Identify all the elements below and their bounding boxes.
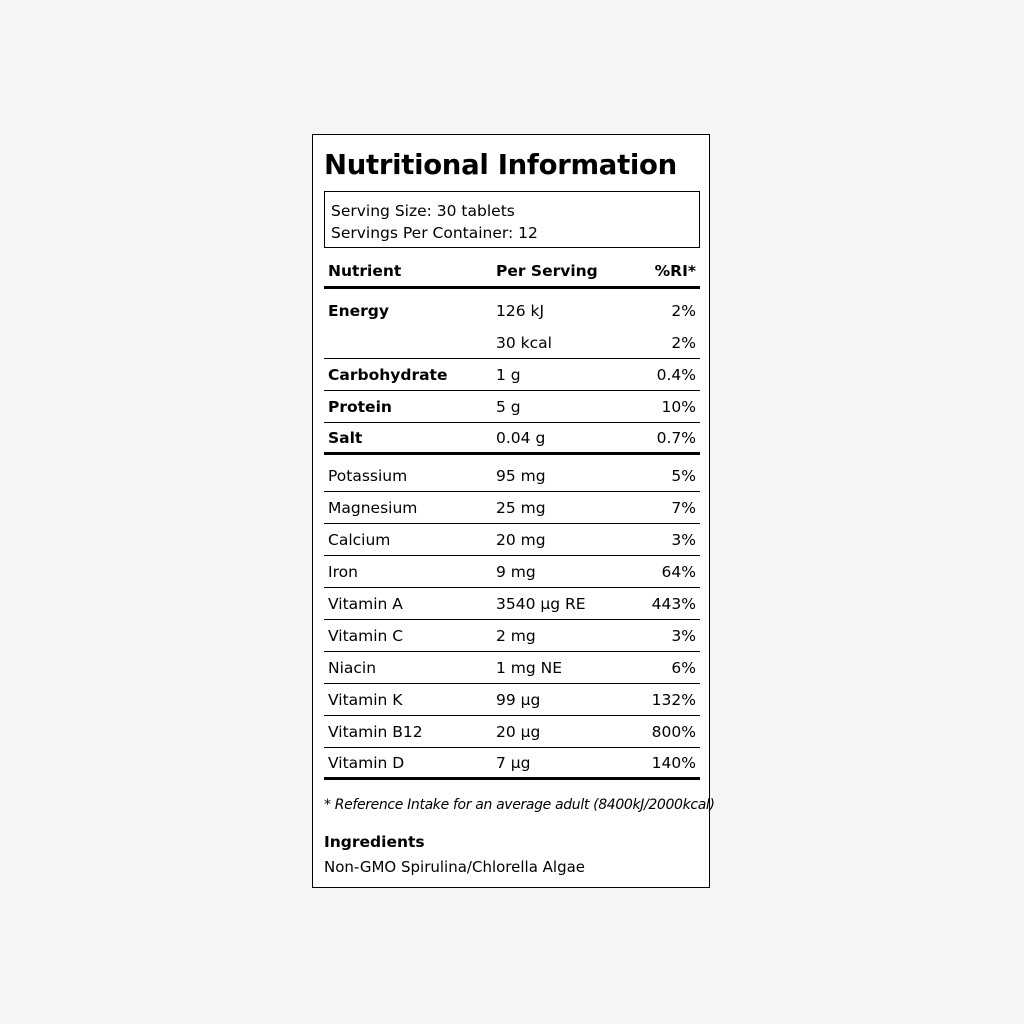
nutrient-value: 1 mg NE (496, 658, 563, 677)
table-row (324, 359, 700, 391)
nutrient-ri: 800% (651, 722, 696, 741)
table-row (324, 455, 700, 492)
nutrient-value: 0.04 g (496, 428, 546, 447)
nutrient-name: Vitamin B12 (328, 722, 423, 741)
nutrient-name: Niacin (328, 658, 377, 677)
table-row (324, 620, 700, 652)
ingredients-title: Ingredients (324, 833, 425, 851)
nutrient-name: Vitamin D (328, 753, 405, 772)
header-per-serving: Per Serving (496, 262, 598, 281)
nutrient-ri: 140% (651, 753, 696, 772)
table-row (324, 391, 700, 423)
table-row (324, 524, 700, 556)
table-row (324, 748, 700, 780)
nutrition-label (312, 134, 715, 888)
nutrient-name: Protein (328, 397, 392, 416)
nutrient-name: Iron (328, 562, 358, 581)
nutrient-value: 5 g (496, 397, 521, 416)
nutrient-ri: 6% (671, 658, 696, 677)
label-title: Nutritional Information (324, 149, 677, 181)
nutrient-ri: 3% (671, 530, 696, 549)
table-row (324, 556, 700, 588)
ingredients-text: Non-GMO Spirulina/Chlorella Algae (324, 858, 586, 876)
nutrient-name: Vitamin A (328, 594, 403, 613)
nutrient-value: 20 mg (496, 530, 546, 549)
nutrient-ri: 10% (661, 397, 696, 416)
reference-intake-footnote: * Reference Intake for an average adult (8400kJ/2000kcal) (324, 797, 715, 813)
serving-size: Serving Size: 30 tablets (331, 202, 515, 220)
table-row (324, 423, 700, 455)
nutrient-name: Calcium (328, 530, 391, 549)
nutrient-value: 1 g (496, 365, 521, 384)
nutrient-name: Energy (328, 302, 389, 321)
nutrient-value: 2 mg (496, 626, 536, 645)
nutrient-name: Vitamin K (328, 690, 403, 709)
nutrient-name: Carbohydrate (328, 365, 448, 384)
header-ri: %RI* (654, 262, 696, 281)
table-row (324, 492, 700, 524)
serving-info-box (324, 191, 700, 248)
nutrient-ri: 132% (651, 690, 696, 709)
nutrient-ri: 5% (671, 466, 696, 485)
table-row (324, 684, 700, 716)
nutrient-ri: 64% (661, 562, 696, 581)
nutrient-ri: 2% (671, 302, 696, 321)
nutrient-name: Salt (328, 428, 363, 447)
nutrient-table (324, 259, 700, 780)
nutrient-value: 20 µg (496, 722, 541, 741)
nutrient-value: 3540 µg RE (496, 594, 586, 613)
nutrient-ri: 443% (651, 594, 696, 613)
nutrient-ri: 0.4% (656, 365, 696, 384)
nutrient-ri: 0.7% (656, 428, 696, 447)
header-nutrient: Nutrient (328, 262, 402, 281)
nutrient-value: 99 µg (496, 690, 541, 709)
nutrient-value: 9 mg (496, 562, 536, 581)
nutrient-ri: 3% (671, 626, 696, 645)
nutrient-value: 7 µg (496, 753, 531, 772)
nutrient-value: 126 kJ (496, 302, 545, 321)
nutrient-value: 25 mg (496, 498, 546, 517)
nutrient-ri: 2% (671, 333, 696, 352)
table-header (324, 259, 700, 289)
nutrient-value: 95 mg (496, 466, 546, 485)
nutrient-name: Magnesium (328, 498, 418, 517)
table-row (324, 588, 700, 620)
table-row (324, 289, 700, 327)
nutrient-ri: 7% (671, 498, 696, 517)
nutrient-name: Potassium (328, 466, 408, 485)
table-row (324, 716, 700, 748)
table-row (324, 327, 700, 359)
table-row (324, 652, 700, 684)
servings-per-container: Servings Per Container: 12 (331, 224, 538, 242)
nutrient-name: Vitamin C (328, 626, 404, 645)
nutrient-value: 30 kcal (496, 333, 552, 352)
